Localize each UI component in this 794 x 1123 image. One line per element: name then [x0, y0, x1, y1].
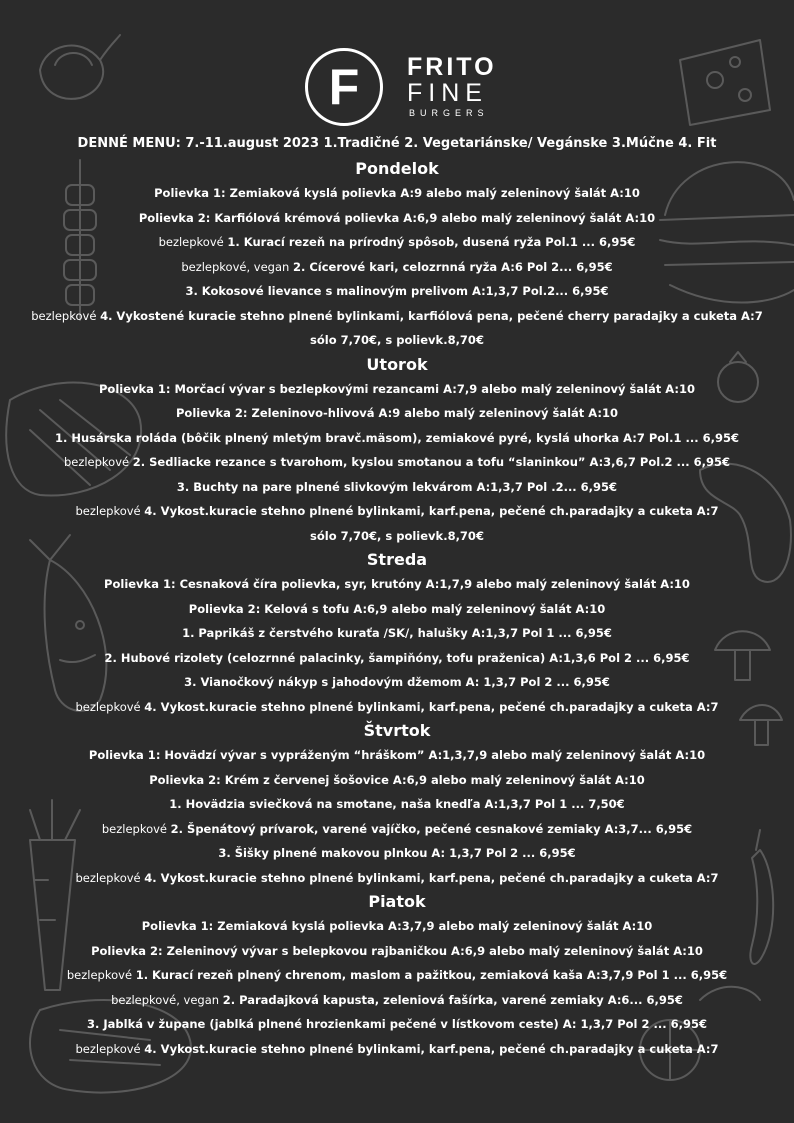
menu-item [0, 181, 794, 206]
diet-tag: bezlepkové [75, 699, 145, 714]
menu-item [0, 841, 794, 866]
menu-item-text: Polievka 1: Morčací vývar s bezlepkovými rezancami A:7,9 alebo malý zeleninový šalát A:10 [98, 381, 695, 396]
menu-item-text: 3. Kokosové lievance s malinovým prelivom A:1,3,7 Pol.2... 6,95€ [185, 284, 609, 298]
menu-item-text: 4. Vykost.kuracie stehno plnené bylinkami, karf.pena, pečené ch.paradajky a cuketa A:7 [144, 699, 719, 714]
menu-item-text: 3. Buchty na pare plnené slivkovým lekvárom A:1,3,7 Pol .2... 6,95€ [176, 479, 618, 494]
menu-item-text: Polievka 1: Zemiaková kyslá polievka A:9 alebo malý zeleninový šalát A:10 [154, 186, 640, 200]
menu-item-text: Polievka 2: Zeleninový vývar s belepkovou rajbaničkou A:6,9 alebo malý zeleninový šalát A:10 [91, 943, 703, 958]
menu-item [0, 377, 794, 402]
day-heading: Streda [366, 550, 428, 569]
menu-item [0, 988, 794, 1013]
menu-item-text: 4. Vykost.kuracie stehno plnené bylinkami, karf.pena, pečené ch.paradajky a cuketa A:7 [144, 504, 719, 518]
onion-doodle [40, 35, 120, 99]
menu-item-text: 2. Špenátový prívarok, varené vajíčko, pečené cesnakové zemiaky A:3,7... 6,95€ [170, 821, 693, 836]
menu-item [0, 475, 794, 500]
menu-item-text: Polievka 2: Karfiólová krémová polievka A:6,9 alebo malý zeleninový šalát A:10 [138, 210, 656, 225]
menu-item [0, 670, 794, 695]
menu-item [0, 695, 794, 720]
menu-item [0, 572, 794, 597]
menu-item-text: 1. Kurací rezeň na prírodný spôsob, dusená ryža Pol.1 ... 6,95€ [227, 235, 636, 249]
menu-item [0, 524, 794, 549]
menu-item [0, 597, 794, 622]
menu-item [0, 743, 794, 768]
diet-tag: bezlepkové [101, 821, 171, 836]
menu-item [0, 206, 794, 231]
menu-item [0, 1012, 794, 1037]
daily-menu [0, 133, 794, 1061]
diet-tag: bezlepkové, vegan [181, 259, 293, 274]
day-heading: Pondelok [355, 159, 439, 178]
menu-item [0, 939, 794, 964]
menu-item [0, 963, 794, 988]
menu-item-text: sólo 7,70€, s polievk.8,70€ [310, 528, 484, 543]
cheese-doodle [680, 40, 770, 125]
menu-item [0, 279, 794, 304]
menu-item [0, 304, 794, 329]
day-heading: Štvrtok [363, 721, 431, 740]
menu-item-text: 2. Sedliacke rezance s tvarohom, kyslou smotanou a tofu “slaninkou” A:3,6,7 Pol.2 ... 6,95€ [132, 455, 731, 469]
menu-item-text: 3. Vianočkový nákyp s jahodovým džemom A: 1,3,7 Pol 2 ... 6,95€ [184, 675, 610, 689]
diet-tag: bezlepkové, vegan [111, 992, 223, 1007]
menu-header: DENNÉ MENU: 7.-11.august 2023 1.Tradičné 2. Vegetariánske/ Vegánske 3.Múčne 4. Fit [77, 136, 717, 151]
menu-item-text: Polievka 1: Cesnaková číra polievka, syr, krutóny A:1,7,9 alebo malý zeleninový šalát A:10 [104, 577, 690, 591]
logo-line-3: BURGERS [409, 108, 489, 118]
menu-item-text: 1. Kurací rezeň plnený chrenom, maslom a pažitkou, zemiaková kaša A:3,7,9 Pol 1 ... 6,95€ [135, 968, 728, 982]
menu-item-text: Polievka 1: Hovädzí vývar s vypráženým “hráškom” A:1,3,7,9 alebo malý zeleninový šalát A:10 [88, 748, 706, 762]
menu-item [0, 328, 794, 353]
menu-item [0, 792, 794, 817]
menu-item-text: 1. Paprikáš z čerstvého kuraťa /SK/, halušky A:1,3,7 Pol 1 ... 6,95€ [182, 626, 612, 640]
menu-item-text: 1. Hovädzia sviečková na smotane, naša knedľa A:1,3,7 Pol 1 ... 7,50€ [169, 797, 625, 811]
menu-item [0, 817, 794, 842]
menu-item [0, 230, 794, 255]
diet-tag: bezlepkové [75, 504, 145, 518]
menu-item-text: Polievka 1: Zemiaková kyslá polievka A:3,7,9 alebo malý zeleninový šalát A:10 [141, 919, 653, 933]
menu-item [0, 866, 794, 891]
menu-item-text: 4. Vykostené kuracie stehno plnené bylinkami, karfiólová pena, pečené cherry paradajky a cuketa A:7 [100, 308, 763, 323]
diet-tag: bezlepkové [75, 870, 145, 885]
menu-item-text: 4. Vykost.kuracie stehno plnené bylinkami, karf.pena, pečené ch.paradajky a cuketa A:7 [144, 1041, 719, 1056]
logo-letter: F [328, 59, 360, 115]
day-heading: Piatok [368, 892, 426, 911]
menu-item [0, 621, 794, 646]
day-heading: Utorok [366, 354, 428, 374]
menu-item-text: 2. Paradajková kapusta, zeleniová fašírka, varené zemiaky A:6... 6,95€ [222, 992, 683, 1007]
menu-item [0, 914, 794, 939]
menu-item [0, 255, 794, 280]
menu-item-text: 3. Šišky plnené makovou plnkou A: 1,3,7 Pol 2 ... 6,95€ [218, 846, 576, 860]
diet-tag: bezlepkové [158, 235, 228, 249]
menu-item-text: Polievka 2: Krém z červenej šošovice A:6,9 alebo malý zeleninový šalát A:10 [149, 772, 645, 787]
diet-tag: bezlepkové [31, 308, 101, 323]
menu-item-text: sólo 7,70€, s polievk.8,70€ [310, 333, 484, 347]
diet-tag: bezlepkové [63, 455, 133, 469]
frito-fine-logo [305, 48, 505, 133]
menu-item [0, 426, 794, 451]
menu-item [0, 450, 794, 475]
menu-item-text: Polievka 2: Zeleninovo-hlivová A:9 alebo malý zeleninový šalát A:10 [175, 406, 619, 420]
logo-line-1: FRITO [407, 53, 497, 81]
diet-tag: bezlepkové [66, 968, 136, 982]
menu-item [0, 401, 794, 426]
menu-item-text: 1. Husárska roláda (bôčik plnený mletým bravč.mäsom), zemiakové pyré, kyslá uhorka A:7 Pol.1 ... 6,95€ [55, 430, 739, 445]
menu-item-text: Polievka 2: Kelová s tofu A:6,9 alebo malý zeleninový šalát A:10 [188, 601, 606, 616]
menu-item-text: 3. Jablká v župane (jablká plnené hrozienkami pečené v lístkovom ceste) A: 1,3,7 Pol 2 ... 6,95€ [86, 1017, 707, 1031]
menu-item [0, 646, 794, 671]
menu-item [0, 499, 794, 524]
diet-tag: bezlepkové [75, 1041, 145, 1056]
logo-line-2: FINE [407, 79, 488, 107]
menu-item-text: 2. Cícerové kari, celozrnná ryža A:6 Pol 2... 6,95€ [292, 259, 613, 274]
menu-item-text: 4. Vykost.kuracie stehno plnené bylinkami, karf.pena, pečené ch.paradajky a cuketa A:7 [144, 870, 719, 885]
menu-item [0, 768, 794, 793]
menu-item [0, 1037, 794, 1062]
menu-item-text: 2. Hubové rizolety (celozrnné palacinky, šampiňóny, tofu praženica) A:1,3,6 Pol 2 ... 6,95€ [104, 650, 690, 665]
